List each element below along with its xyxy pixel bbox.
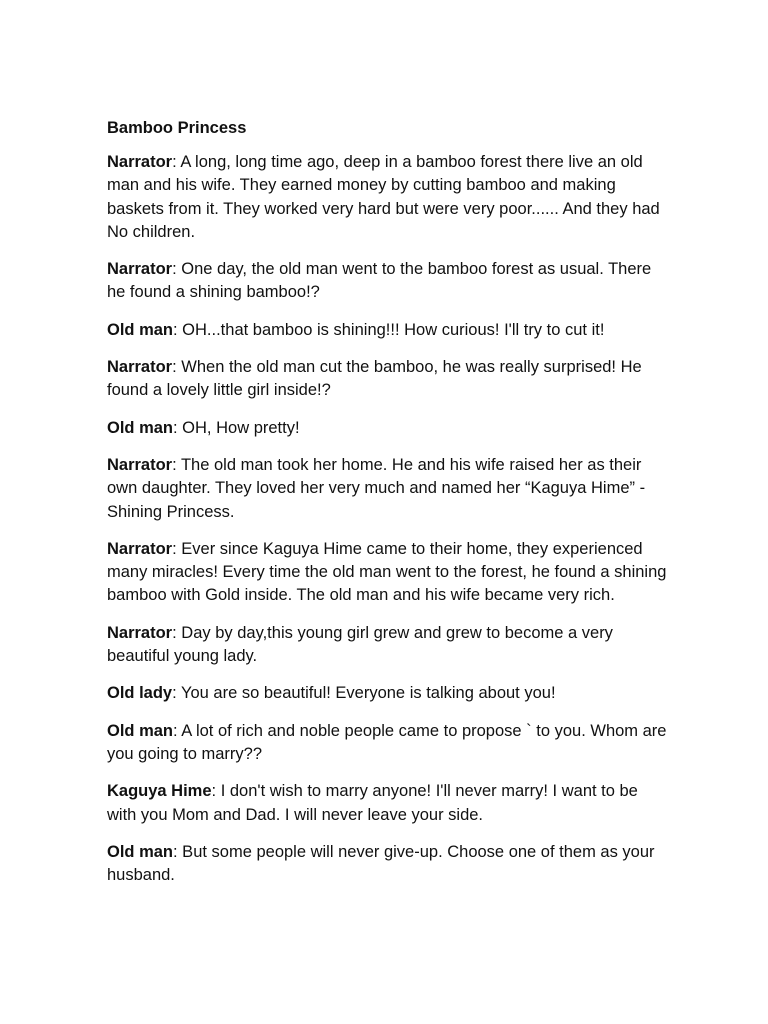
speaker-name: Narrator bbox=[107, 539, 173, 558]
dialogue-line bbox=[107, 622, 667, 669]
speaker-name: Old man bbox=[107, 418, 174, 437]
speaker-name: Narrator bbox=[107, 623, 173, 642]
dialogue-line bbox=[107, 720, 667, 767]
dialogue-line bbox=[107, 538, 667, 608]
dialogue-text: : When the old man cut the bamboo, he was really surprised! He found a lovely little girl inside!? bbox=[107, 358, 642, 400]
dialogue-text: : I don't wish to marry anyone! I'll never marry! I want to be with you Mom and Dad. I will never leave your side. bbox=[107, 782, 638, 824]
dialogue-line bbox=[107, 151, 667, 244]
dialogue-text: : Ever since Kaguya Hime came to their home, they experienced many miracles! Every time the old man went to the forest, he found a shining bamboo with Gold inside. The old man and his wife became very rich. bbox=[107, 539, 667, 605]
speaker-name: Old man bbox=[107, 721, 174, 740]
dialogue-text: : One day, the old man went to the bamboo forest as usual. There he found a shining bamboo!? bbox=[107, 260, 652, 302]
document-title: Bamboo Princess bbox=[107, 119, 247, 137]
dialogue-text: : But some people will never give-up. Choose one of them as your husband. bbox=[107, 842, 655, 885]
speaker-name: Old man bbox=[107, 842, 174, 861]
speaker-name: Narrator bbox=[107, 153, 173, 171]
dialogue-line bbox=[107, 780, 667, 827]
dialogue-text: : The old man took her home. He and his wife raised her as their own daughter. They loved her very much and named her “Kaguya Hime” - Shining Princess. bbox=[107, 455, 646, 521]
document-page bbox=[107, 116, 667, 901]
dialogue-line bbox=[107, 682, 667, 705]
speaker-name: Old lady bbox=[107, 684, 173, 703]
dialogue-text: : Day by day,this young girl grew and grew to become a very beautiful young lady. bbox=[107, 623, 613, 666]
dialogue-line bbox=[107, 319, 667, 342]
speaker-name: Narrator bbox=[107, 260, 173, 279]
speaker-name: Kaguya Hime bbox=[107, 782, 212, 801]
dialogue-line bbox=[107, 356, 667, 403]
dialogue-line bbox=[107, 258, 667, 305]
speaker-name: Narrator bbox=[107, 358, 173, 377]
dialogue-text: : A long, long time ago, deep in a bamboo forest there live an old man and his wife. They earned money by cutting bamboo and making baskets from it. They worked very hard but were very poor...... And they had No children. bbox=[107, 153, 660, 241]
dialogue-line bbox=[107, 417, 667, 440]
dialogue-text: : OH...that bamboo is shining!!! How curious! I'll try to cut it! bbox=[173, 320, 605, 339]
dialogue-line bbox=[107, 841, 667, 888]
speaker-name: Narrator bbox=[107, 455, 173, 474]
dialogue-text: : You are so beautiful! Everyone is talking about you! bbox=[172, 684, 556, 703]
speaker-name: Old man bbox=[107, 320, 174, 339]
dialogue-line bbox=[107, 454, 667, 524]
dialogue-text: : OH, How pretty! bbox=[173, 418, 300, 437]
dialogue-text: : A lot of rich and noble people came to propose ` to you. Whom are you going to marry?? bbox=[107, 721, 667, 763]
